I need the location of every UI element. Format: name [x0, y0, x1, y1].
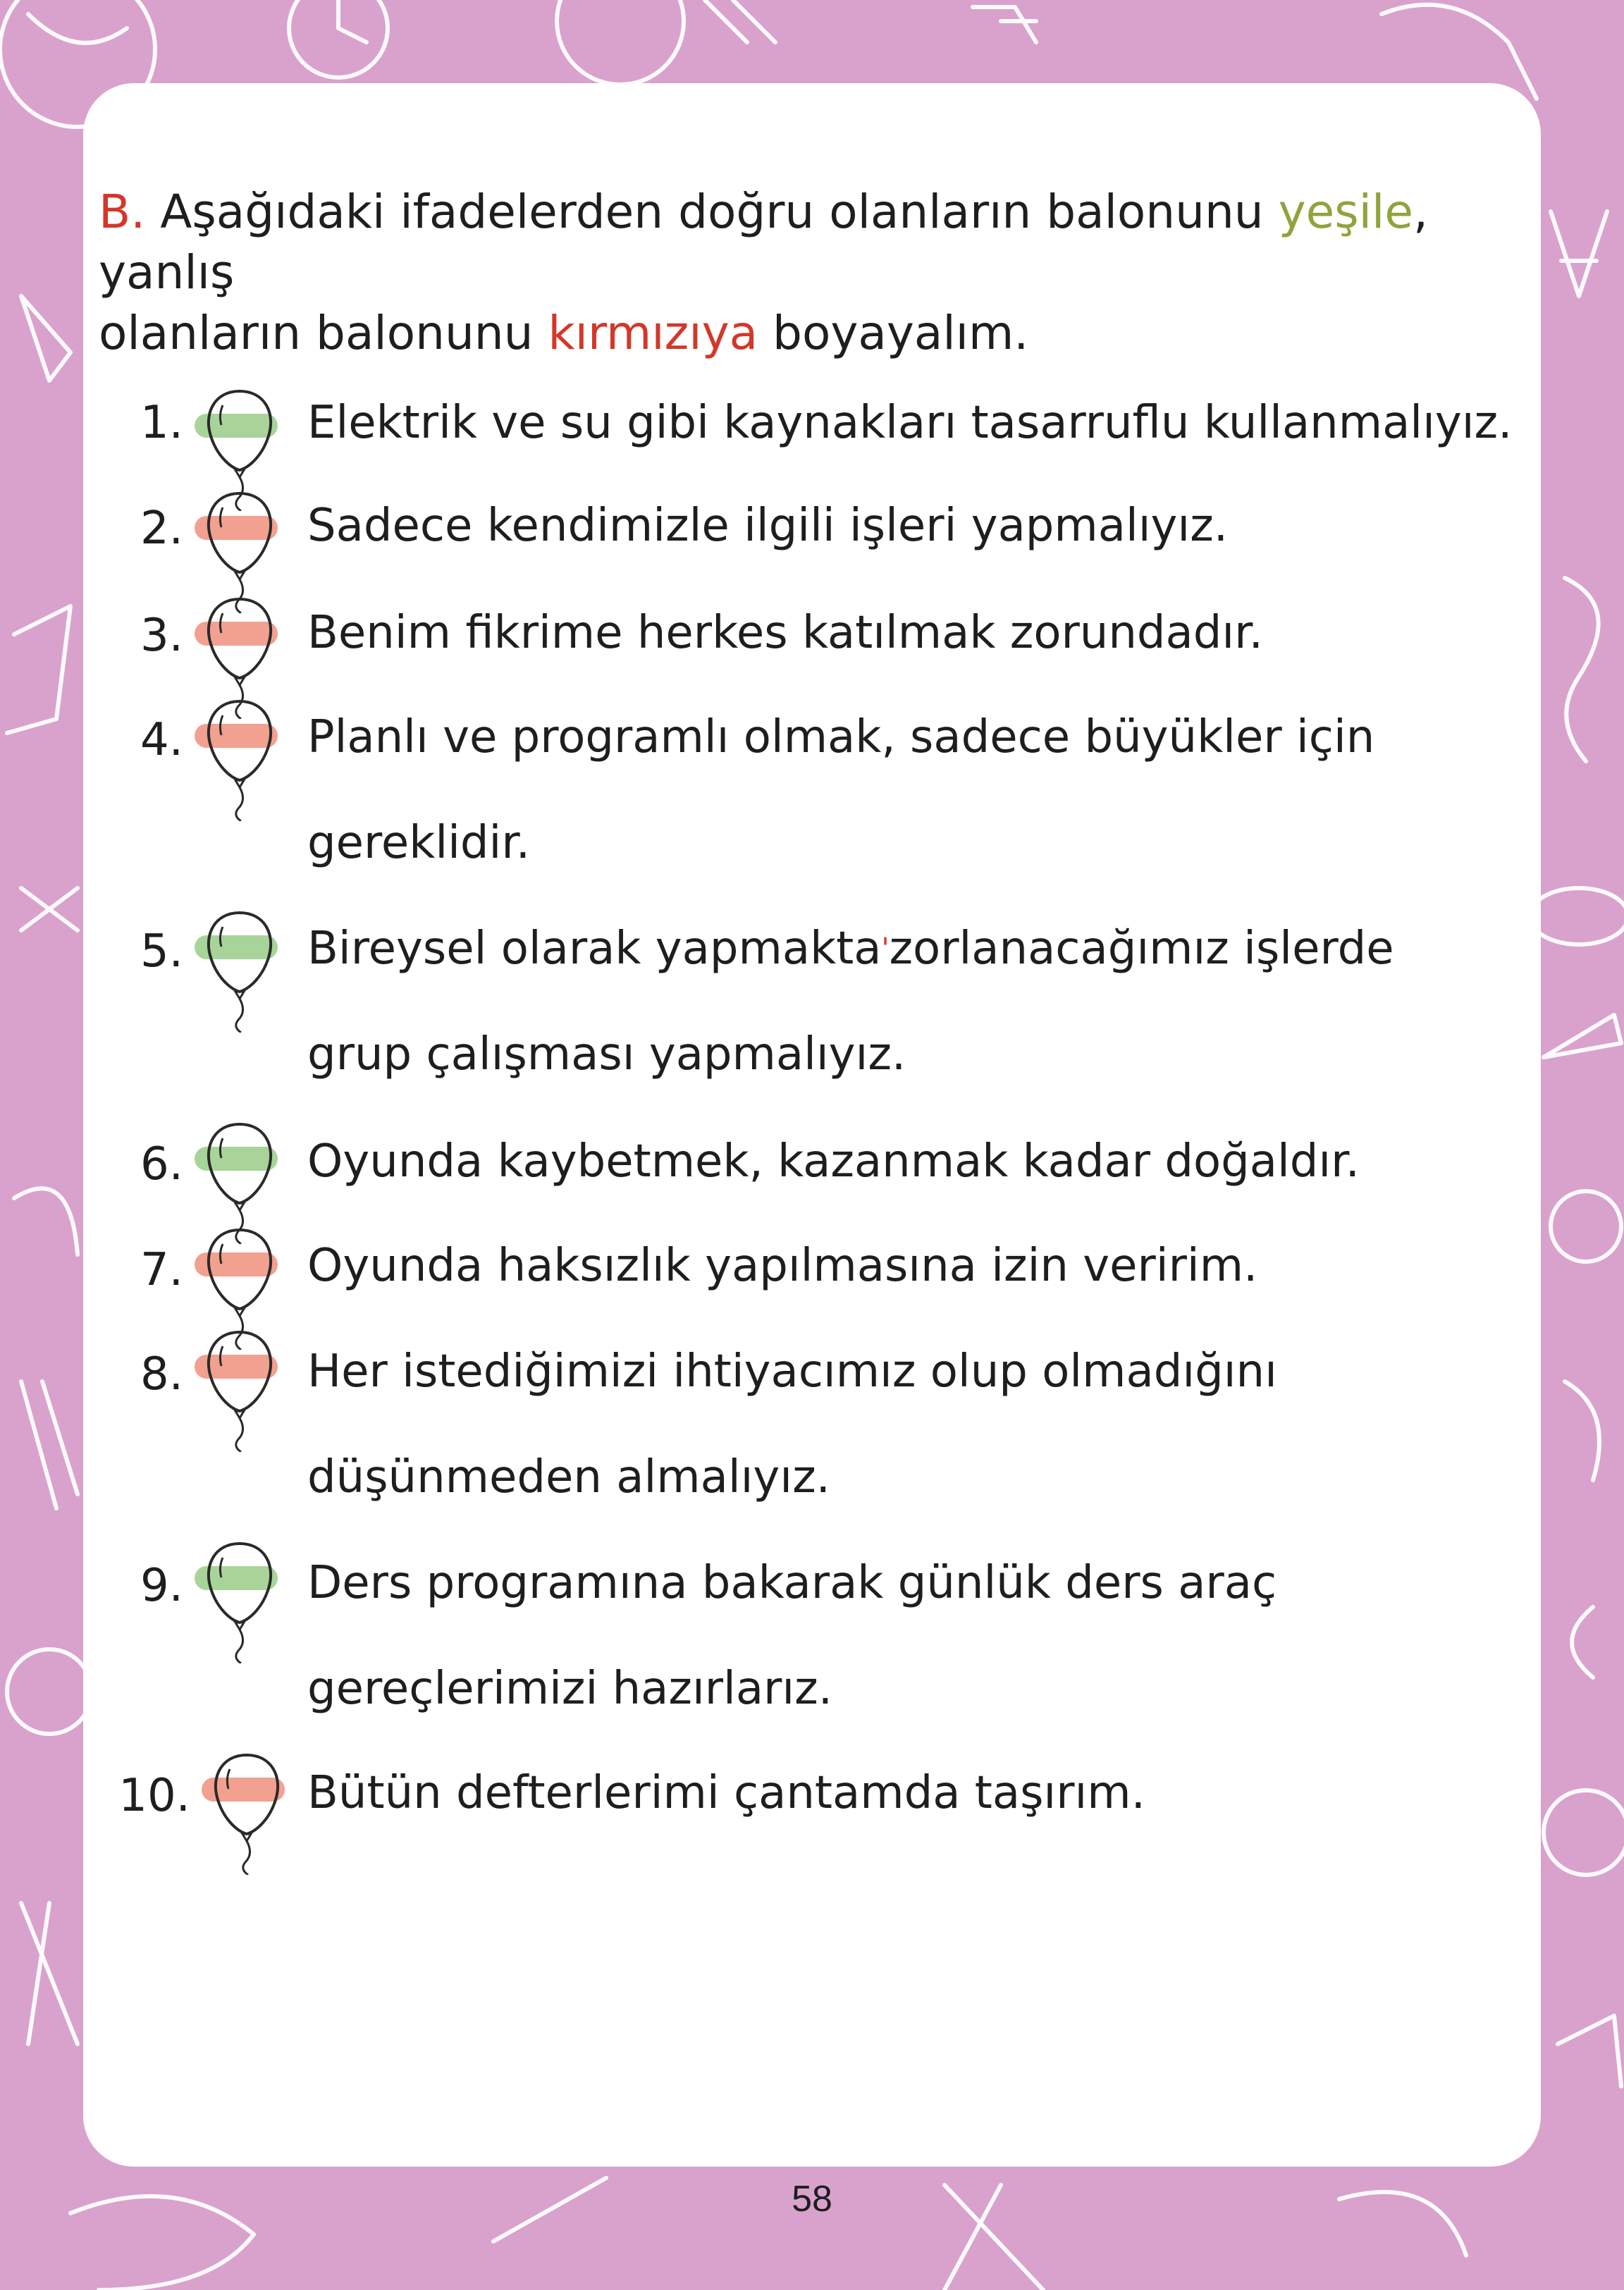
balloon-color-mark [195, 516, 278, 540]
balloon-knot [235, 678, 244, 685]
item-number: 9. [140, 1560, 183, 1612]
balloon-color-mark [195, 1252, 278, 1276]
item-text: Bütün defterlerimi çantamda taşırım. [307, 1767, 1145, 1819]
balloon-string [236, 1630, 243, 1663]
balloon-color-mark [195, 622, 278, 646]
balloon-string [236, 1418, 243, 1452]
balloon-knot [235, 1203, 244, 1210]
item-text: Oyunda kaybetmek, kazanmak kadar doğaldır. [307, 1135, 1360, 1188]
item-number: 6. [140, 1138, 183, 1190]
balloon-knot [235, 470, 244, 477]
balloon-icon[interactable] [197, 1748, 296, 1875]
instruction-part-1: Aşağıdaki ifadelerden doğru olanların balonunu [145, 185, 1279, 239]
item-text-continued: grup çalışması yapmalıyız. [307, 1028, 906, 1081]
green-word: yeşile [1278, 185, 1413, 239]
item-text-part: Bireysel olarak yapmakta [307, 923, 882, 975]
balloon-string [236, 787, 243, 821]
item-number: 7. [140, 1244, 183, 1296]
balloon-color-mark [195, 1147, 278, 1171]
instruction-part-2: , yanlış [99, 185, 1428, 300]
balloon-knot [242, 1834, 251, 1841]
balloon-color-mark [195, 724, 278, 748]
item-number: 8. [140, 1348, 183, 1401]
balloon-knot [235, 780, 244, 787]
balloon-color-mark [195, 935, 278, 959]
balloon-knot [235, 992, 244, 999]
page-number: 58 [792, 2179, 832, 2220]
balloon-color-mark [202, 1778, 285, 1802]
item-text [307, 921, 1548, 977]
item-text-continued: gereklidir. [307, 817, 531, 869]
item-text: Benim fikrime herkes katılmak zorundadır. [307, 607, 1263, 659]
item-number: 3. [140, 610, 183, 662]
balloon-knot [235, 572, 244, 579]
balloon-string [243, 1841, 250, 1875]
balloon-icon[interactable] [190, 694, 289, 821]
item-number: 4. [140, 714, 183, 766]
item-number: 2. [140, 503, 183, 555]
instruction-part-4: boyayalım. [758, 306, 1029, 360]
item-text: Sadece kendimizle ilgili işleri yapmalıyız. [307, 500, 1229, 552]
instruction-part-3: olanların balonunu [99, 306, 548, 360]
item-text-continued: gereçlerimizi hazırlarız. [307, 1663, 833, 1715]
item-text: Ders programına bakarak günlük ders araç [307, 1557, 1277, 1609]
item-text-continued: düşünmeden almalıyız. [307, 1451, 830, 1503]
balloon-color-mark [195, 1566, 278, 1590]
balloon-icon[interactable] [190, 906, 289, 1033]
balloon-knot [235, 1623, 244, 1630]
item-text: Oyunda haksızlık yapılmasına izin veririm. [307, 1240, 1258, 1292]
item-text: Elektrik ve su gibi kaynakları tasarruflu kullanmalıyız. [307, 397, 1513, 449]
balloon-knot [235, 1309, 244, 1316]
red-tick-mark: ' [881, 932, 890, 965]
item-text-part: zorlanacağımız işlerde [889, 923, 1394, 975]
balloon-color-mark [195, 414, 278, 438]
item-number: 1. [140, 397, 183, 449]
balloon-icon[interactable] [190, 1537, 289, 1663]
red-word: kırmızıya [548, 306, 758, 360]
balloon-color-mark [195, 1355, 278, 1379]
balloon-icon[interactable] [190, 1325, 289, 1452]
section-letter: B. [99, 185, 146, 239]
item-text: Planlı ve programlı olmak, sadece büyükler için [307, 711, 1375, 763]
item-number: 10. [118, 1770, 190, 1822]
balloon-knot [235, 1411, 244, 1418]
item-number: 5. [140, 925, 183, 978]
balloon-string [236, 999, 243, 1033]
item-text: Her istediğimizi ihtiyacımız olup olmadığını [307, 1346, 1277, 1398]
